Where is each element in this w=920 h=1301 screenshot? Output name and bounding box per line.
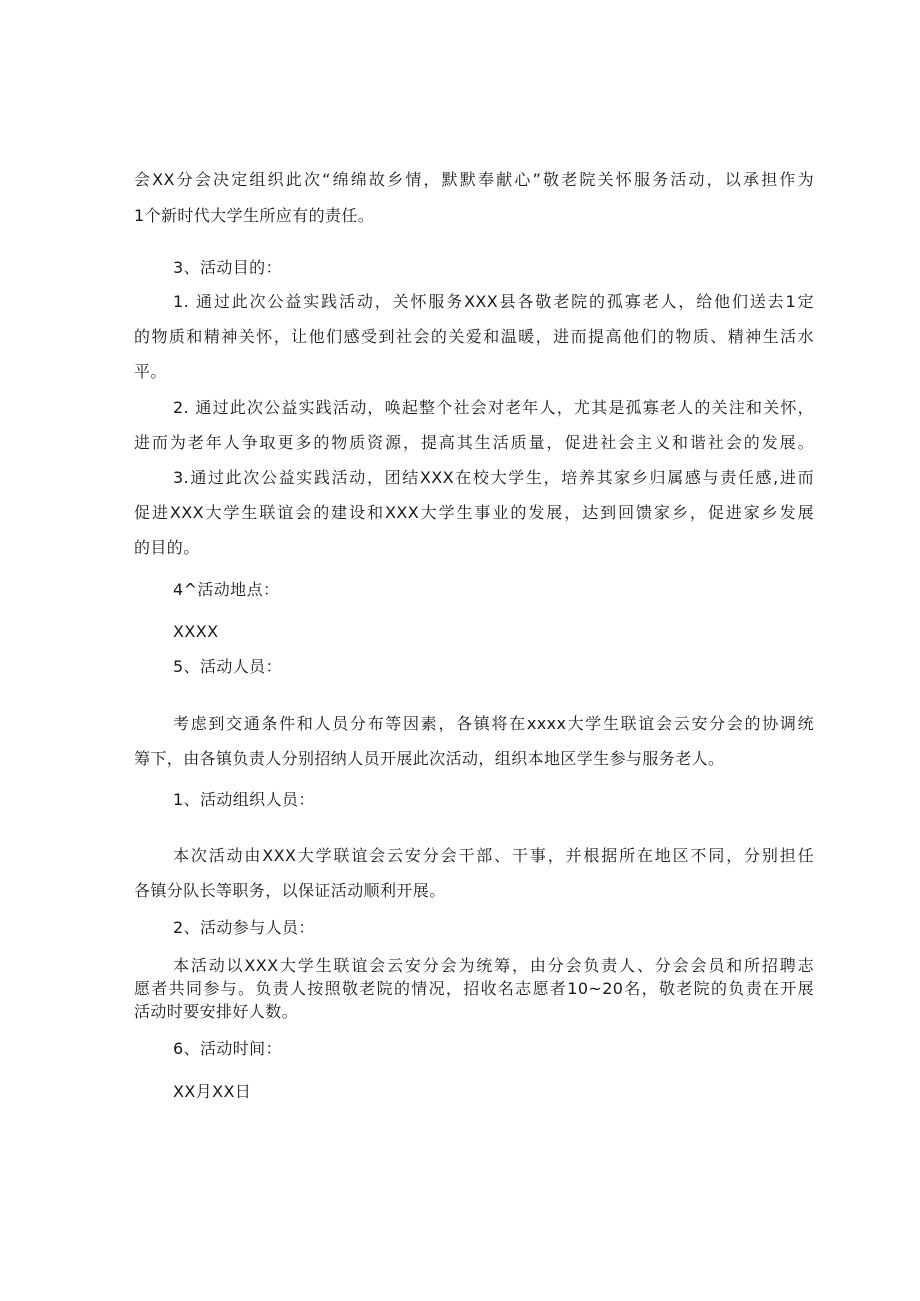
paragraph-line: 各镇分队长等职务，以保证活动顺利开展。 — [134, 881, 446, 900]
section-heading-location: 4^活动地点： — [173, 580, 280, 599]
paragraph-line: 的物质和精神关怀，让他们感受到社会的关爱和温暖，进而提高他们的物质、精神生活水 — [134, 327, 814, 346]
subheading-participants: 2、活动参与人员： — [173, 918, 315, 937]
paragraph-line: 筹下，由各镇负责人分别招纳人员开展此次活动，组织本地区学生参与服务老人。 — [134, 749, 725, 768]
paragraph-line: 会XX分会决定组织此次“绵绵故乡情，默默奉献心”敬老院关怀服务活动，以承担作为 — [134, 170, 814, 189]
paragraph-line: 考虑到交通条件和人员分布等因素，各镇将在xxxx大学生联谊会云安分会的协调统 — [173, 714, 814, 733]
section-heading-purpose: 3、活动目的： — [173, 258, 282, 277]
time-value: XX月XX日 — [173, 1082, 252, 1101]
subheading-organizers: 1、活动组织人员： — [173, 790, 315, 809]
paragraph-line: 3.通过此次公益实践活动，团结XXX在校大学生，培养其家乡归属感与责任感,进而 — [173, 468, 814, 487]
paragraph-line: 2. 通过此次公益实践活动，唤起整个社会对老年人，尤其是孤寡老人的关注和关怀， — [173, 398, 814, 417]
location-value: XXXX — [173, 622, 219, 641]
paragraph-line: 平。 — [134, 362, 167, 381]
paragraph-line: 1个新时代大学生所应有的责任。 — [134, 206, 375, 225]
paragraph-line: 本活动以XXX大学生联谊会云安分会为统筹，由分会负责人、分会会员和所招聘志 — [173, 956, 814, 975]
paragraph-line: 的目的。 — [134, 538, 200, 557]
paragraph-line: 1. 通过此次公益实践活动，关怀服务XXX县各敬老院的孤寡老人，给他们送去1定 — [173, 292, 814, 311]
paragraph-line: 愿者共同参与。负责人按照敬老院的情况，招收名志愿者10~20名，敬老院的负责在开展 — [134, 979, 814, 998]
paragraph-line: 进而为老年人争取更多的物质资源，提高其生活质量，促进社会主义和谐社会的发展。 — [134, 433, 814, 452]
section-heading-personnel: 5、活动人员： — [173, 657, 282, 676]
paragraph-line: 活动时要安排好人数。 — [134, 1002, 299, 1021]
paragraph-line: 本次活动由XXX大学联谊会云安分会干部、干事，并根据所在地区不同，分别担任 — [173, 846, 814, 865]
paragraph-line: 促进XXX大学生联谊会的建设和XXX大学生事业的发展，达到回馈家乡，促进家乡发展 — [134, 503, 814, 522]
section-heading-time: 6、活动时间： — [173, 1039, 282, 1058]
